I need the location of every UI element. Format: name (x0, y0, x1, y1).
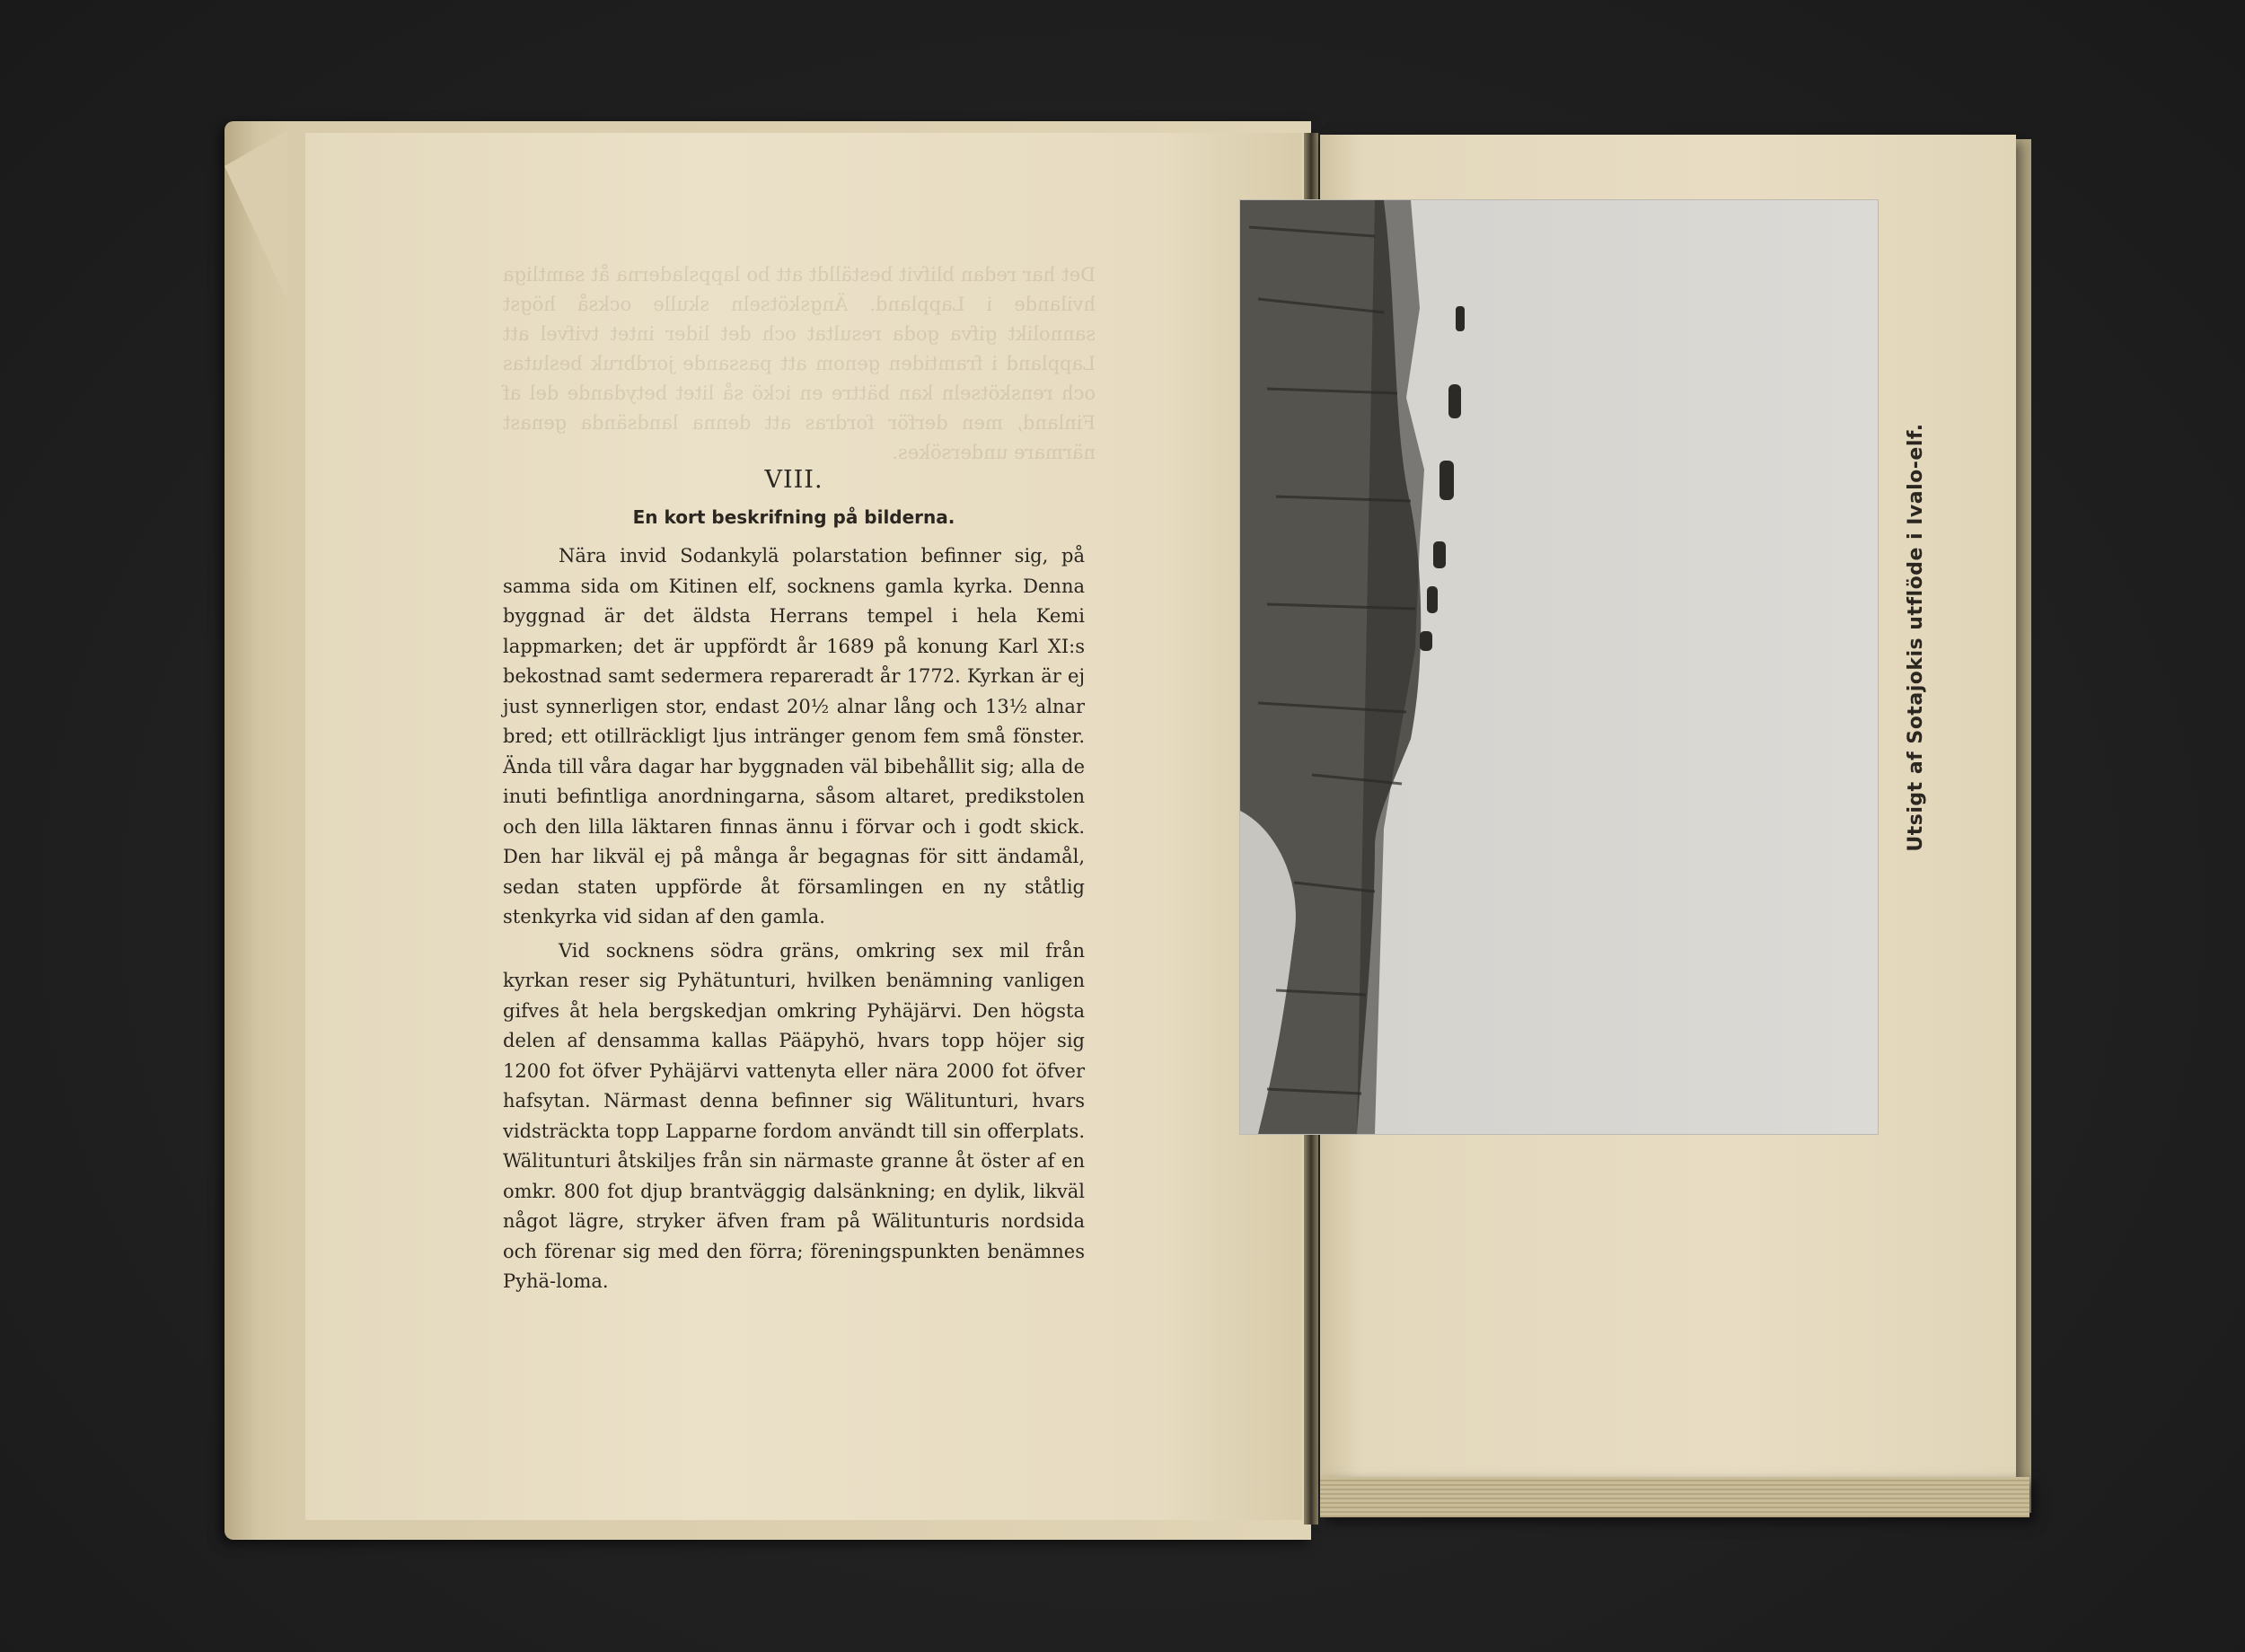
landscape-photo (1240, 200, 1878, 1134)
chapter-number: VIII. (764, 466, 823, 494)
page-flap (224, 130, 287, 301)
photo-plate (1239, 199, 1879, 1135)
paragraph-2: Vid socknens södra gräns, omkring sex mil från kyrkan reser sig Pyhätunturi, hvilken benämning vanligen gifves åt hela bergskedjan omkring Pyhäjärvi. Den högsta delen af densamma kallas Pääpyhö, hvars topp höjer sig 1200 fot öfver Pyhäjärvi vattenyta eller nära 2000 fot öfver hafsytan. Närmast denna befinner sig Wälitunturi, hvars vidsträckta topp Lapparne fordom användt till sin offerplats. Wälitunturi åtskiljes från sin närmaste granne åt öster af en omkr. 800 fot djup brantväggig dalsänkning; en dylik, likväl något lägre, stryker äfven fram på Wälitunturis nordsida och förenar sig med den förra; föreningspunkten benämnes Pyhä-loma. (503, 939, 1085, 1292)
caption-text: Utsigt af Sotajokis utflöde i Ivalo-elf. (1905, 423, 1927, 852)
paragraph-1: Nära invid Sodankylä polarstation befinner sig, på samma sida om Kitinen elf, socknens gamla kyrka. Denna byggnad är det äldsta Herrans tempel i hela Kemi lappmarken; det är uppfördt år 1689 på konung Karl XI:s bekostnad samt sedermera repareradt år 1772. Kyrkan är ej just synnerligen stor, endast 20½ alnar lång och 13½ alnar bred; ett otillräckligt ljus intränger genom fem små fönster. Ända till våra dagar har byggnaden väl bibehållit sig; alla de inuti befintliga anordningarna, såsom altaret, predikstolen och den lilla läktaren finnas ännu i förvar och i godt skick. Den har likväl ej på många år begagnas för sitt ändamål, sedan staten uppförde åt församlingen en ny ståtlig stenkyrka vid sidan af den gamla. (503, 545, 1085, 927)
left-page-text (503, 462, 1085, 1297)
chapter-title: En kort beskrifning på bilderna. (632, 506, 955, 528)
page-edges (1320, 1477, 2029, 1517)
